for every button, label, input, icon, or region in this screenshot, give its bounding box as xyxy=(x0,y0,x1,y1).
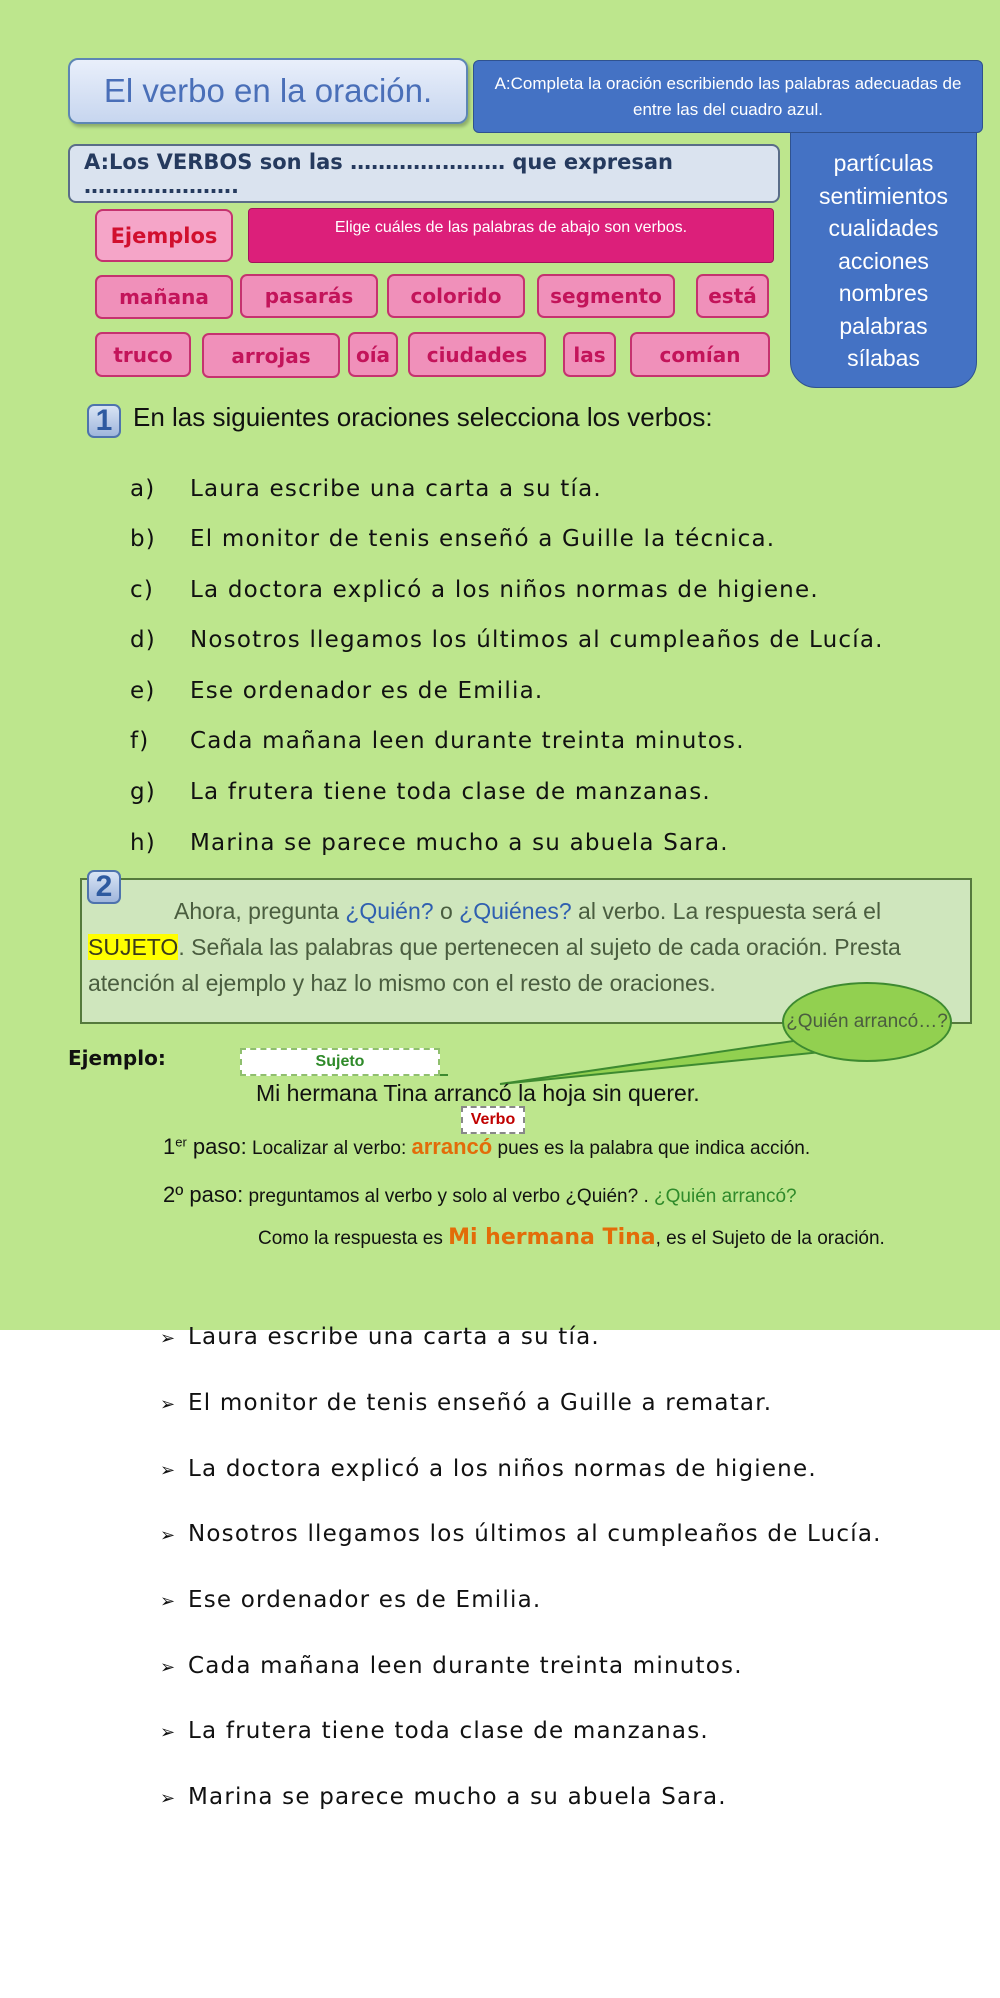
verb-choice-chip[interactable]: pasarás xyxy=(240,274,378,318)
arrow-bullet-icon: ➢ xyxy=(160,1460,177,1481)
item-letter: c) xyxy=(130,577,155,603)
item-text: Ese ordenador es de Emilia. xyxy=(190,678,544,704)
definition-sentence: A:Los VERBOS son las ………….……… que expresan …………………. xyxy=(68,144,780,203)
item-letter: g) xyxy=(130,779,156,805)
verb-choice-chip[interactable]: oía xyxy=(348,332,398,377)
item-letter: a) xyxy=(130,476,156,502)
word-bank-item[interactable]: sentimientos xyxy=(818,182,949,209)
verb-choice-chip[interactable]: está xyxy=(696,274,769,318)
item-letter: b) xyxy=(130,526,156,552)
example-sentence: Mi hermana Tina arrancó la hoja sin querer. xyxy=(256,1080,700,1106)
arrow-bullet-icon: ➢ xyxy=(160,1525,177,1546)
subject-sentence-item[interactable]: ➢ Marina se parece mucho a su abuela Sara. xyxy=(160,1784,727,1810)
item-letter: h) xyxy=(130,830,156,856)
ejemplos-button: Ejemplos xyxy=(95,209,233,262)
word-bank-item[interactable]: partículas xyxy=(833,150,934,176)
item-letter: d) xyxy=(130,627,156,653)
section-2-instruction: Ahora, pregunta ¿Quién? o ¿Quiénes? al verbo. La respuesta será el SUJETO. Señala las palabras que pertenecen al sujeto de cada oración. Presta atención al ejemplo y haz lo mismo con el resto de oraciones. xyxy=(88,898,901,996)
arrow-bullet-icon: ➢ xyxy=(160,1788,177,1809)
item-letter: f) xyxy=(130,728,150,754)
examples-instruction: Elige cuáles de las palabras de abajo son verbos. xyxy=(248,208,774,263)
step-2: 2º paso: preguntamos al verbo y solo al verbo ¿Quién? . ¿Quién arrancó? xyxy=(163,1182,797,1207)
step-1: 1er paso: Localizar al verbo: arrancó pues es la palabra que indica acción. xyxy=(163,1134,811,1159)
arrow-bullet-icon: ➢ xyxy=(160,1328,177,1349)
item-text: El monitor de tenis enseñó a Guille la técnica. xyxy=(190,526,776,552)
verb-choice-chip[interactable]: ciudades xyxy=(408,332,546,377)
example-label: Ejemplo: xyxy=(68,1046,166,1070)
verb-choice-chip[interactable]: arrojas xyxy=(202,333,340,378)
word-bank-item[interactable]: nombres xyxy=(838,280,929,306)
item-text: Marina se parece mucho a su abuela Sara. xyxy=(190,830,729,856)
section-1-badge: 1 xyxy=(87,404,121,438)
subject-sentence-item[interactable]: ➢ La frutera tiene toda clase de manzanas. xyxy=(160,1718,709,1744)
sujeto-tag: Sujeto xyxy=(240,1048,440,1076)
arrow-bullet-icon: ➢ xyxy=(160,1591,177,1612)
subject-sentence-item[interactable]: ➢ Laura escribe una carta a su tía. xyxy=(160,1324,600,1350)
question-bubble: ¿Quién arrancó…? xyxy=(782,982,952,1062)
verbo-tag: Verbo xyxy=(461,1106,525,1134)
item-letter: e) xyxy=(130,678,156,704)
arrow-bullet-icon: ➢ xyxy=(160,1722,177,1743)
page-title: El verbo en la oración. xyxy=(68,58,468,124)
section-2-badge: 2 xyxy=(87,870,121,904)
subject-sentence-item[interactable]: ➢ El monitor de tenis enseñó a Guille a rematar. xyxy=(160,1390,773,1416)
item-text: Laura escribe una carta a su tía. xyxy=(190,476,602,502)
verb-choice-chip[interactable]: segmento xyxy=(537,274,675,318)
item-text: La doctora explicó a los niños normas de higiene. xyxy=(190,577,819,603)
verb-choice-chip[interactable]: las xyxy=(563,332,616,377)
item-text: La frutera tiene toda clase de manzanas. xyxy=(190,779,711,805)
verb-choice-chip[interactable]: truco xyxy=(95,332,191,377)
conclusion: Como la respuesta es Mi hermana Tina, es el Sujeto de la oración. xyxy=(258,1225,885,1250)
subject-sentence-item[interactable]: ➢ Nosotros llegamos los últimos al cumpleaños de Lucía. xyxy=(160,1521,882,1547)
subject-sentence-item[interactable]: ➢ Cada mañana leen durante treinta minutos. xyxy=(160,1653,743,1679)
item-text: Cada mañana leen durante treinta minutos. xyxy=(190,728,745,754)
verb-choice-chip[interactable]: comían xyxy=(630,332,770,377)
verb-choice-chip[interactable]: colorido xyxy=(387,274,525,318)
word-bank-item[interactable]: cualidades xyxy=(828,215,939,241)
arrow-bullet-icon: ➢ xyxy=(160,1394,177,1415)
verb-choice-chip[interactable]: mañana xyxy=(95,275,233,319)
word-bank-item[interactable]: sílabas xyxy=(847,345,920,371)
arrow-bullet-icon: ➢ xyxy=(160,1657,177,1678)
subject-sentence-item[interactable]: ➢ Ese ordenador es de Emilia. xyxy=(160,1587,542,1613)
instruction-box: A:Completa la oración escribiendo las palabras adecuadas de entre las del cuadro azul. xyxy=(473,60,983,133)
section-1-heading: En las siguientes oraciones selecciona los verbos: xyxy=(133,402,713,432)
word-bank-item[interactable]: acciones xyxy=(838,247,929,274)
subject-sentence-item[interactable]: ➢ La doctora explicó a los niños normas de higiene. xyxy=(160,1456,817,1482)
word-bank-item[interactable]: palabras xyxy=(839,312,928,339)
item-text: Nosotros llegamos los últimos al cumpleaños de Lucía. xyxy=(190,627,884,653)
